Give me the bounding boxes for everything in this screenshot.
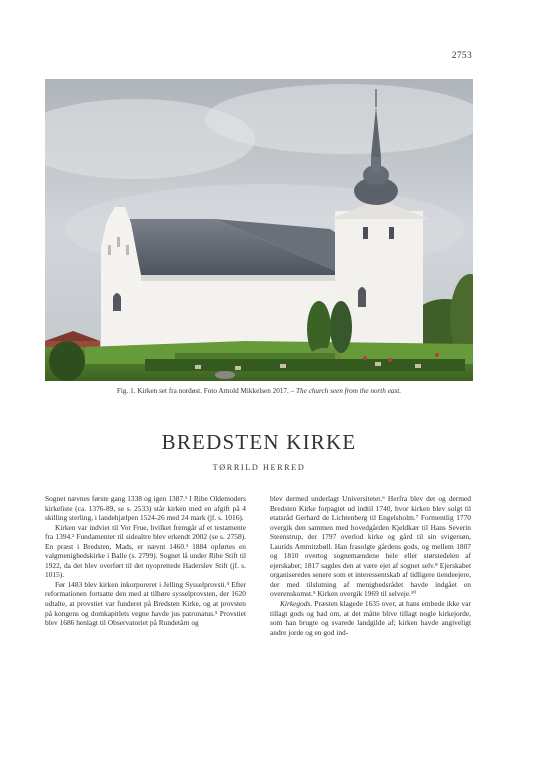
page-title: BREDSTEN KIRKE [161,430,357,454]
caption-english: The church seen from the north east. [296,387,402,395]
kirkegods-text: Præsten klagede 1635 over, at hans embede ikke var tillagt gods og bad om, at det måtte blive tillagt nogle kirkejorde, som han brugte og svarede landgilde af; kirken havde angiveligt andre jorde og en god ind- [270,599,471,637]
paragraph: Kirken var indviet til Vor Frue, hvilket fremgår af et testamente fra 1394.² Fundamenter til sidealtre blev erkendt 2002 (se s. 2758). En præst i Bredsten, Mads, er nævnt 1460.³ 1884 opførtes en valgmenighedskirke i Balle (s. 2799). Sognet lå under Ribe Stift til 1922, da det blev overført til det nyoprettede Haderslev Stift (jf. s. 1015). [45,522,246,580]
page-subtitle: TØRRILD HERRED [212,463,306,472]
paragraph: Sognet nævnes første gang 1338 og igen 1387.¹ I Ribe Oldemoders kirkeliste (ca. 1376-89, se s. 2533) står kirken med en afgift på 4 skilling sterling, i landehjælpen 1524-26 med 24 mark (jf. s. 1016). [45,494,246,523]
text-column-right [270,494,471,637]
caption-text: Fig. 1. Kirken set fra nordøst. Foto Arnold Mikkelsen 2017. – [116,387,296,395]
paragraph: blev dermed underlagt Universitetet.⁶ Herfra blev det og dermed Bredsten Kirke forpagtet ud indtil 1740, hvor kirken blev solgt til etatsråd Gerhard de Lichtenberg til Engelsholm.⁷ Formentlig 1770 overgik den sammen med hovedgården Kjeldkær til Hans Severin Steenstrup, der 1797 overlod kirke og gård til sin svigersøn, Laurids Ammitzbøll. Han frasolgte gårdens gods, og mellem 1807 og 1810 overtog sognemændene hele eller størstedelen af ejerskabet; 1817 sagdes den at være ejet af sognet selv.⁸ Ejerskabet organiseredes senere som et interessentskab af tidligere tiendeejere, der med tilslutning af menighedsrådet havde indgået en overenskomst.⁹ Kirken overgik 1969 til selveje.¹⁰ [270,494,471,599]
text-column-left [45,494,246,628]
page-number: 2753 [451,51,472,61]
church-photo [45,79,473,381]
figure-caption [45,386,473,396]
kirkegods-label: Kirkegods. [280,599,313,609]
paragraph: Før 1483 blev kirken inkorporeret i Jelling Sysselprovsti.⁴ Efter reformationen fortsatte den med at tilhøre sysselprovsten, der 1620 udtalte, at provstiet var funderet på Bredsten Kirke, og at provsten på kongens og domkapitlets vegne havde jus patronatus.⁵ Provstiet blev 1686 henlagt til Observatoriet på Rundetårn og [45,579,246,628]
paragraph-kirkegods [270,599,471,637]
